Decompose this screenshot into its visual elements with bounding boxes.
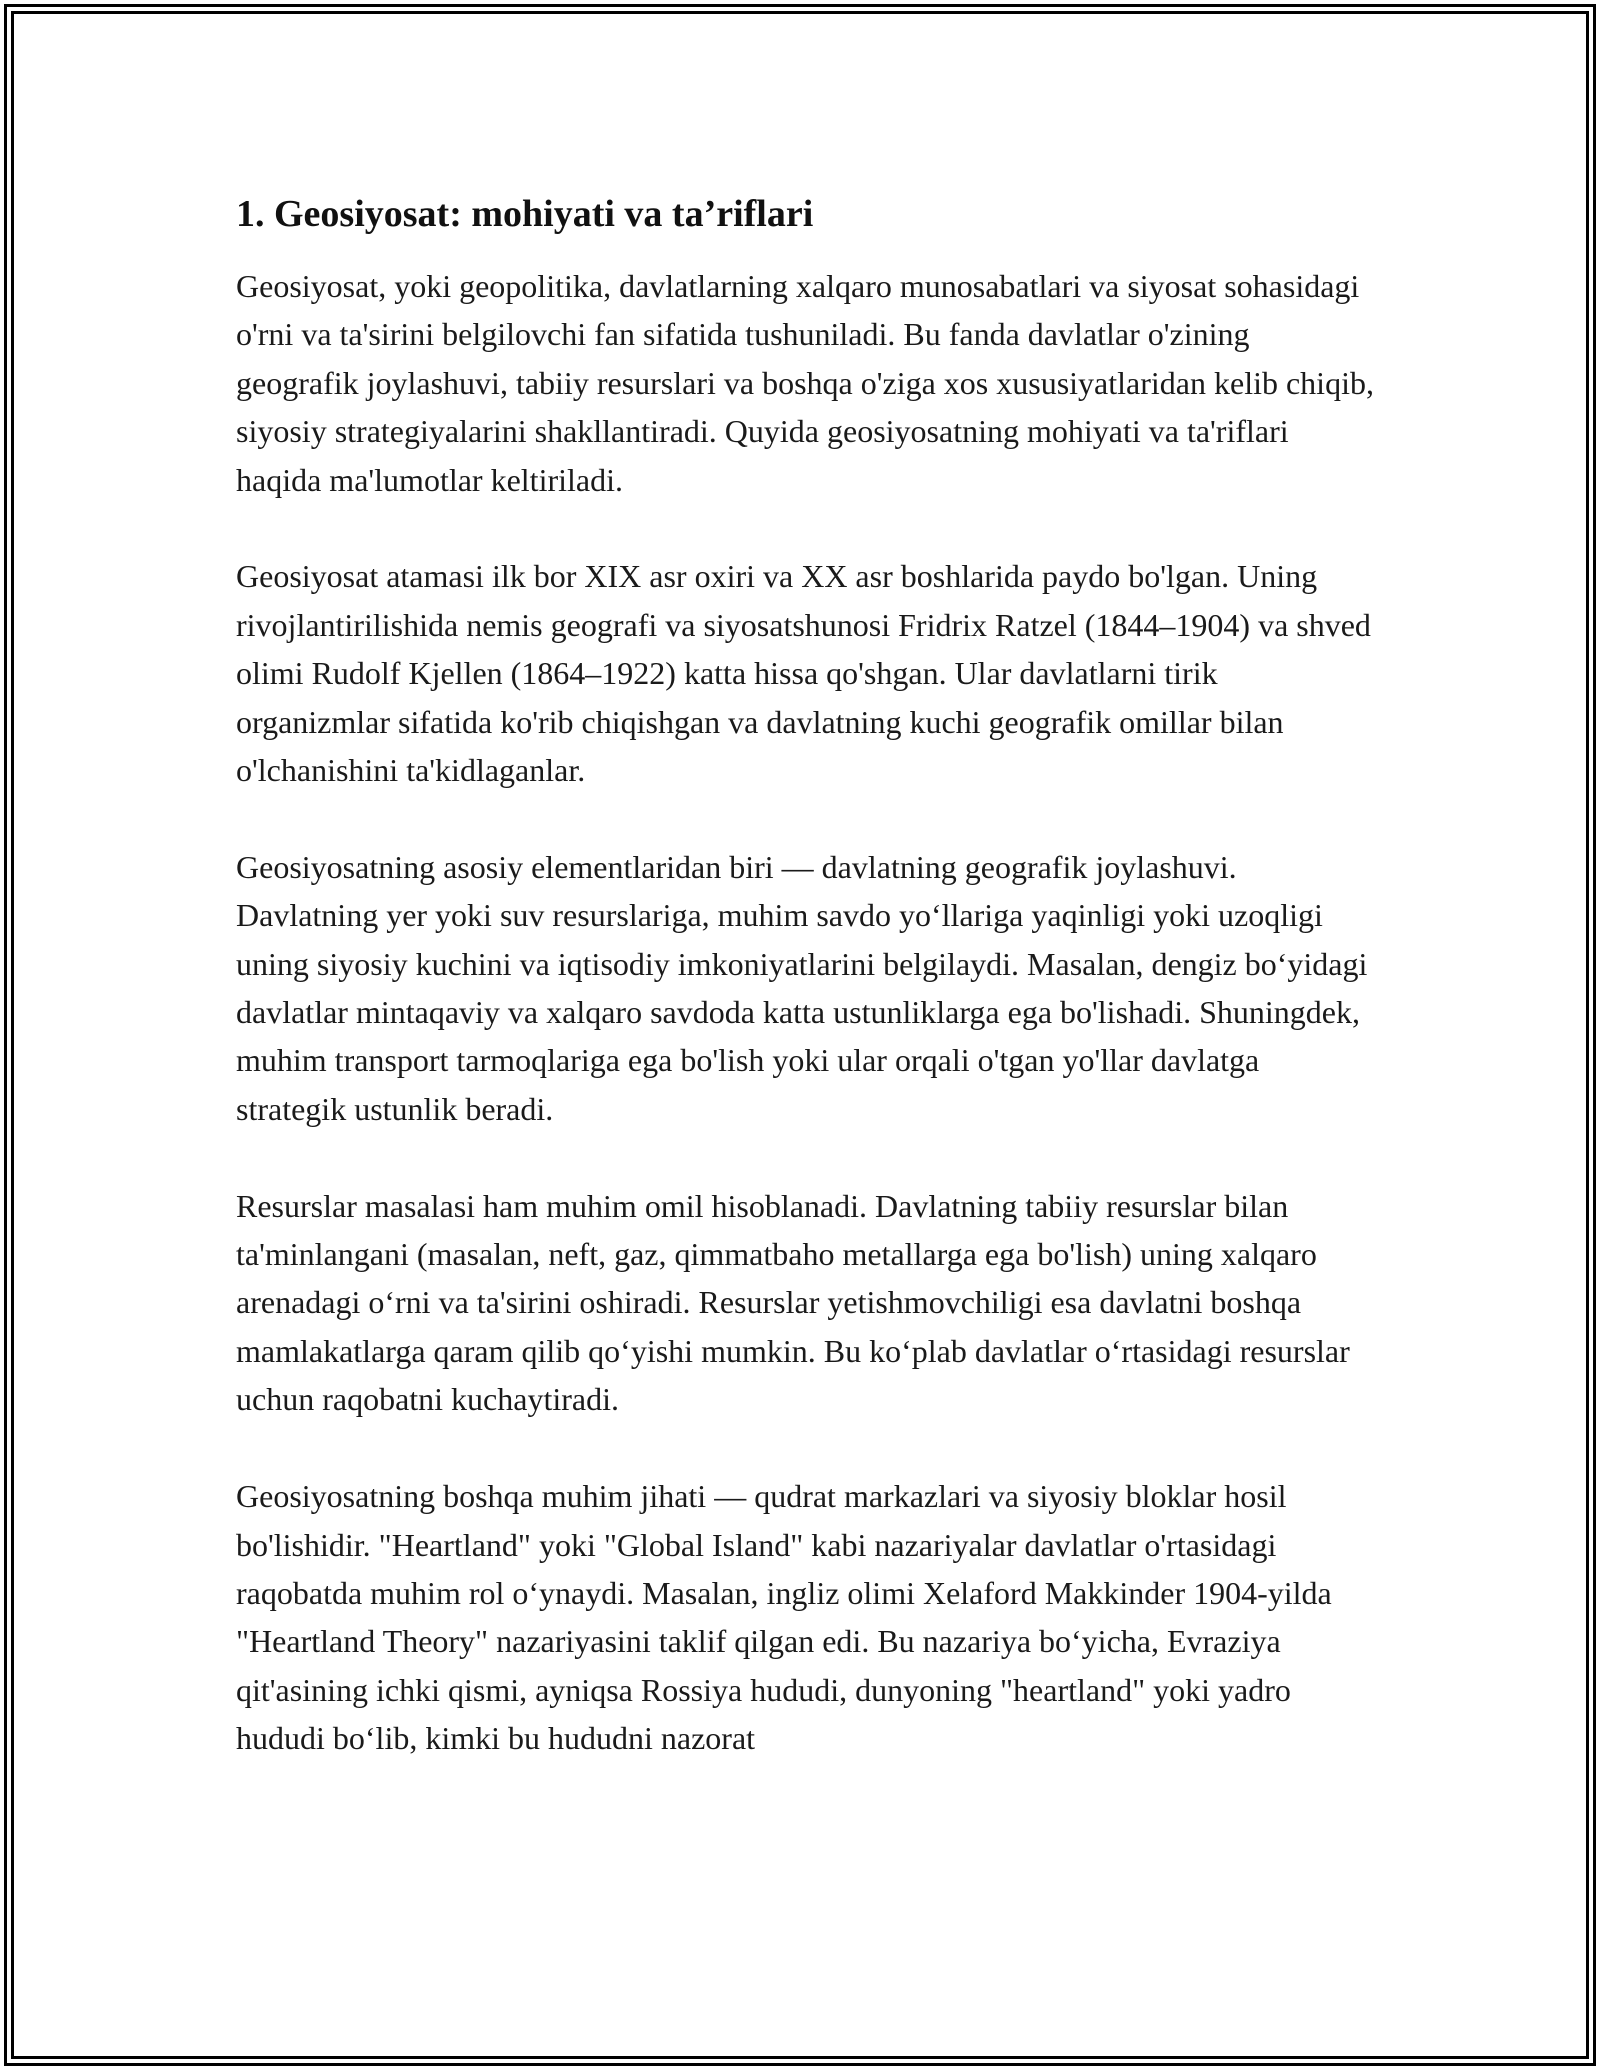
document-body [236, 186, 1376, 1811]
section-heading: 1. Geosiyosat: mohiyati va ta’riflari [236, 193, 814, 235]
paragraph-2: Geosiyosat atamasi ilk bor XIX asr oxiri va XX asr boshlarida paydo bo'lgan. Uning rivojlantirilishida nemis geografi va siyosatshunosi Fridrix Ratzel (1844–1904) va shved olimi Rudolf Kjellen (1864–1922) katta hissa qo'shgan. Ular davlatlarni tirik organizmlar sifatida ko'rib chiqishgan va davlatning kuchi geografik omillar bilan o'lchanishini ta'kidlaganlar. [236, 558, 1371, 789]
paragraph-5: Geosiyosatning boshqa muhim jihati — qudrat markazlari va siyosiy bloklar hosil bo'lishidir. "Heartland" yoki "Global Island" kabi nazariyalar davlatlar o'rtasidagi raqobatda muhim rol o‘ynaydi. Masalan, ingliz olimi Xelaford Makkinder 1904-yilda "Heartland Theory" nazariyasini taklif qilgan edi. Bu nazariya bo‘yicha, Evraziya qit'asining ichki qismi, ayniqsa Rossiya hududi, dunyoning "heartland" yoki yadro hududi bo‘lib, kimki bu hududni nazorat [236, 1478, 1332, 1757]
paragraph-1: Geosiyosat, yoki geopolitika, davlatlarning xalqaro munosabatlari va siyosat sohasidagi o'rni va ta'sirini belgilovchi fan sifatida tushuniladi. Bu fanda davlatlar o'zining geografik joylashuvi, tabiiy resurslari va boshqa o'ziga xos xususiyatlaridan kelib chiqib, siyosiy strategiyalarini shakllantiradi. Quyida geosiyosatning mohiyati va ta'riflari haqida ma'lumotlar keltiriladi. [236, 268, 1374, 498]
paragraph-3: Geosiyosatning asosiy elementlaridan biri — davlatning geografik joylashuvi. Davlatning yer yoki suv resurslariga, muhim savdo yo‘llariga yaqinligi yoki uzoqligi uning siyosiy kuchini va iqtisodiy imkoniyatlarini belgilaydi. Masalan, dengiz bo‘yidagi davlatlar mintaqaviy va xalqaro savdoda katta ustunliklarga ega bo'lishadi. Shuningdek, muhim transport tarmoqlariga ega bo'lish yoki ular orqali o'tgan yo'llar davlatga strategik ustunlik beradi. [236, 848, 1368, 1127]
paragraph-4: Resurslar masalasi ham muhim omil hisoblanadi. Davlatning tabiiy resurslar bilan ta'minlangani (masalan, neft, gaz, qimmatbaho metallarga ega bo'lish) uning xalqaro arenadagi o‘rni va ta'sirini oshiradi. Resurslar yetishmovchiligi esa davlatni boshqa mamlakatlarga qaram qilib qo‘yishi mumkin. Bu ko‘plab davlatlar o‘rtasidagi resurslar uchun raqobatni kuchaytiradi. [236, 1187, 1350, 1418]
